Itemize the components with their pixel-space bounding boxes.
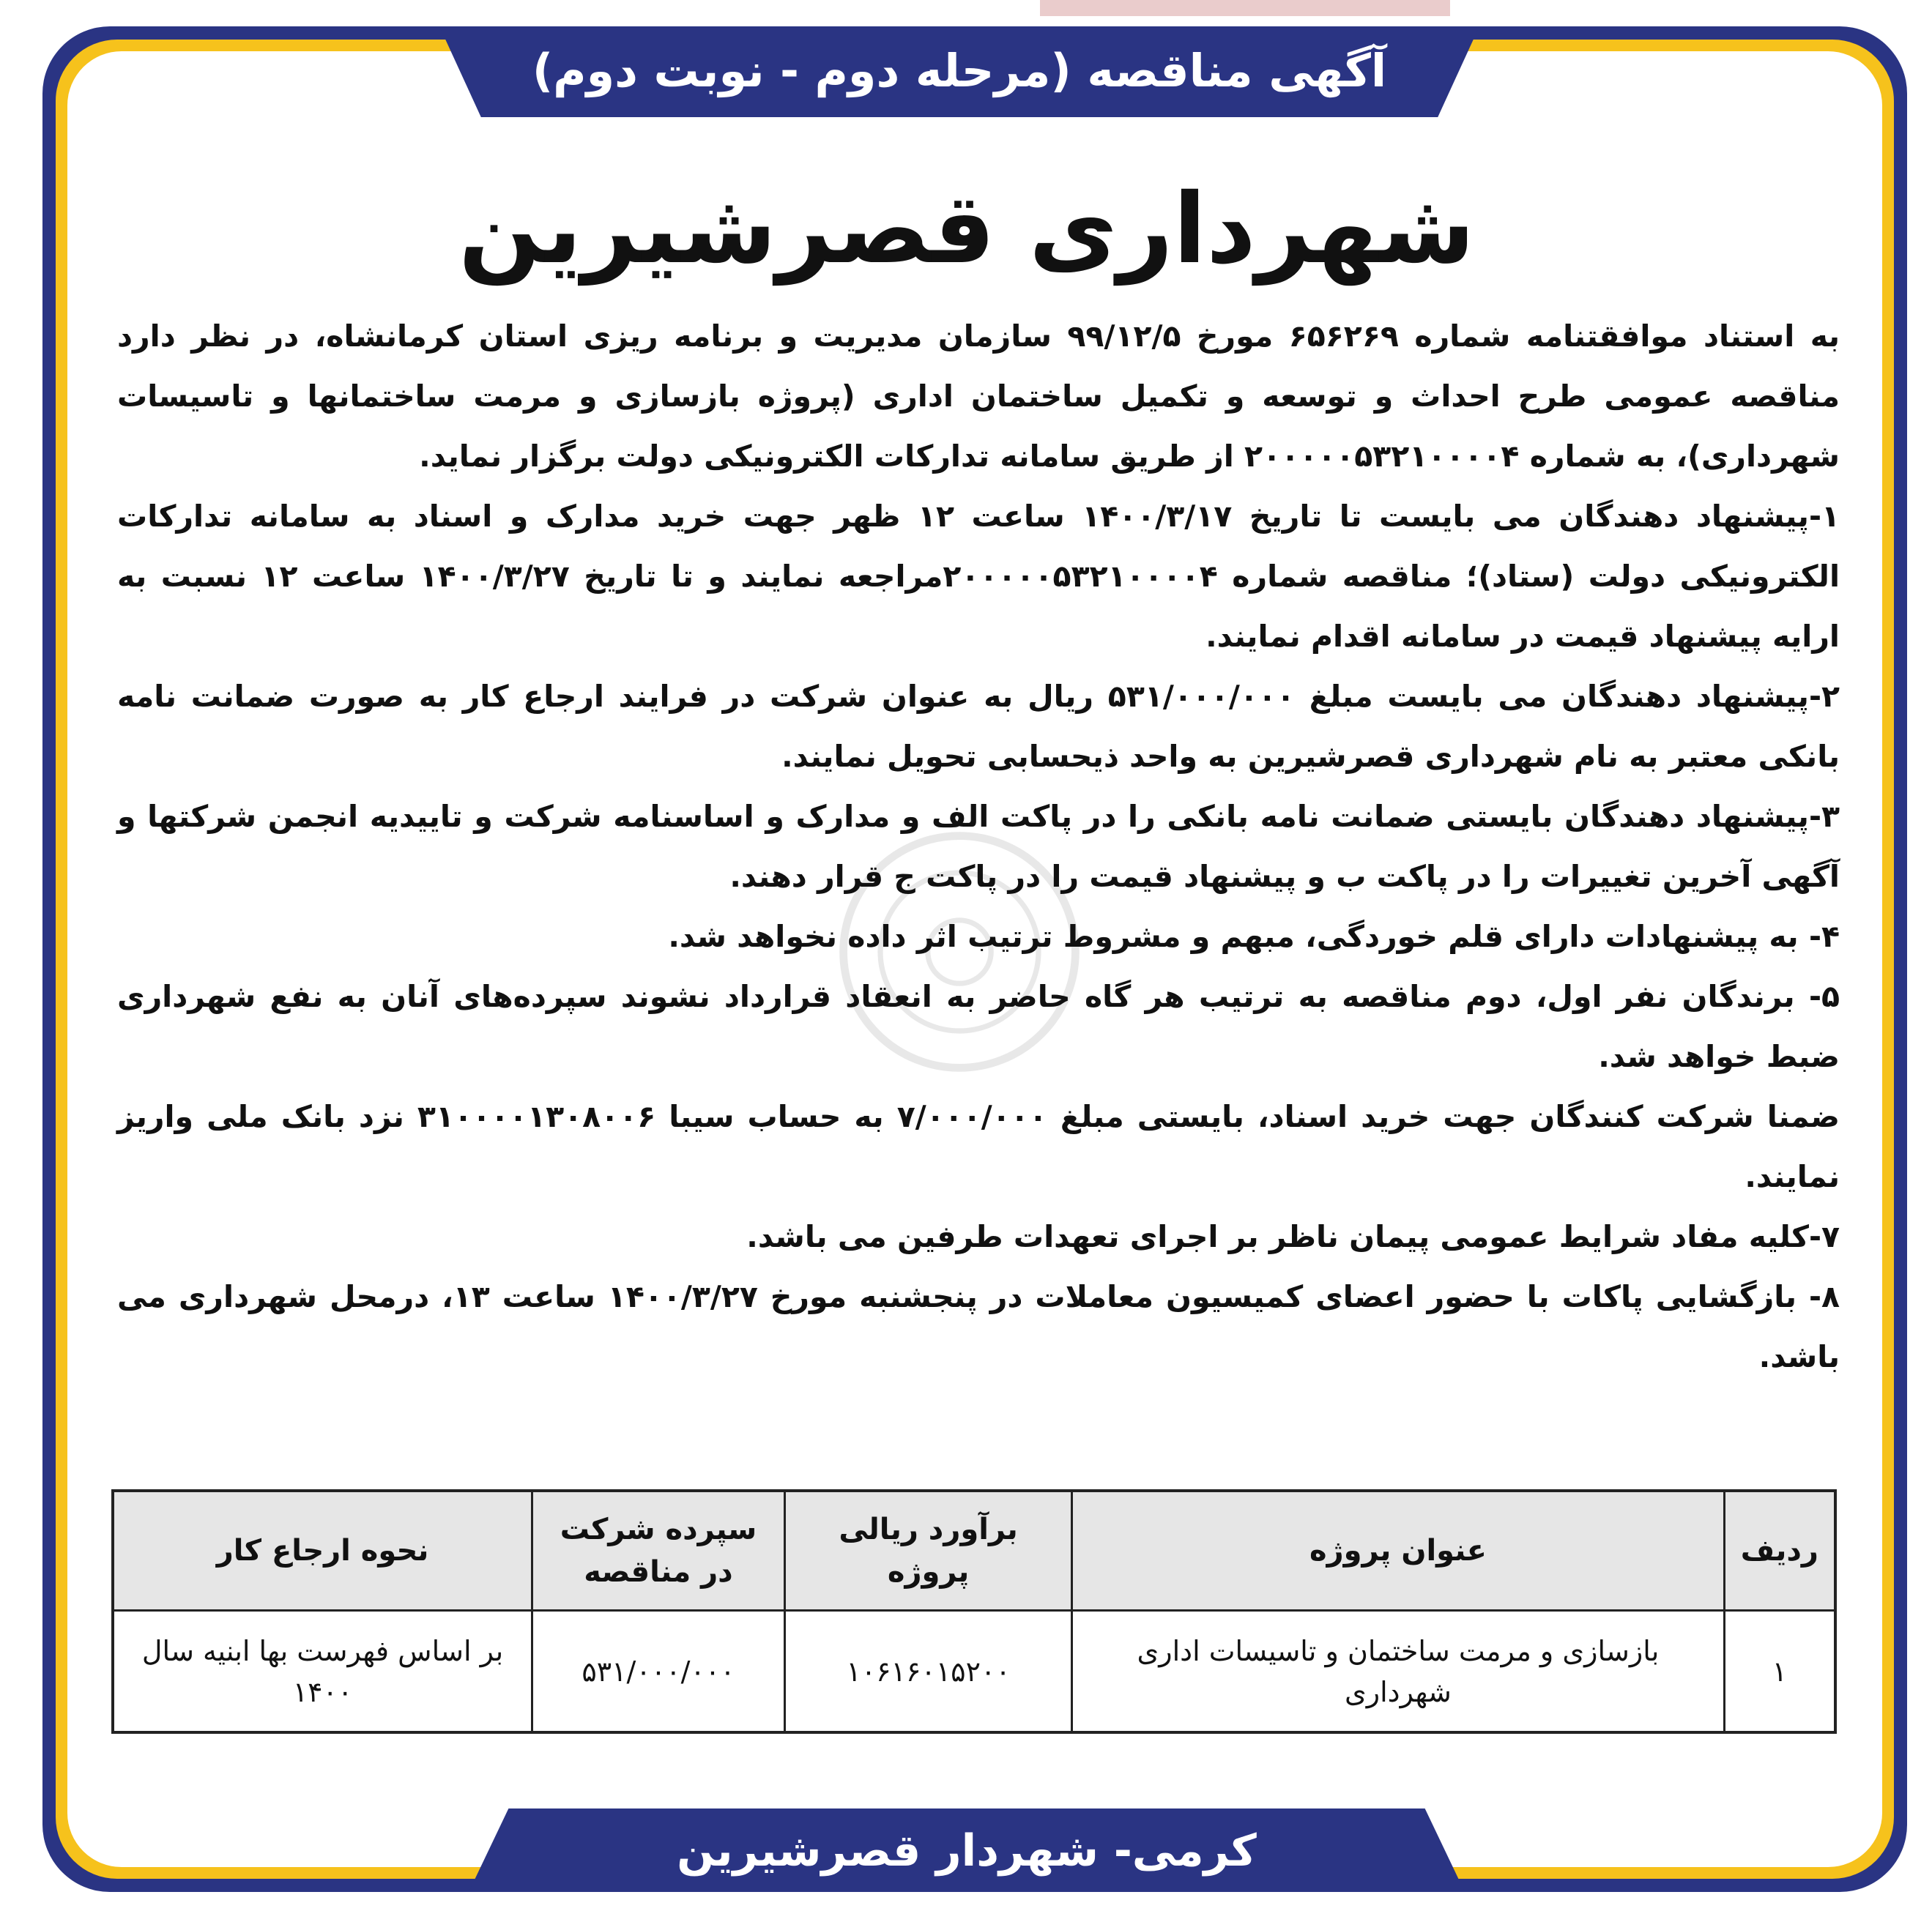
clause-8: ۸- بازگشایی پاکات با حضور اعضای کمیسیون معاملات در پنجشنبه مورخ ۱۴۰۰/۳/۲۷ ساعت ۱۳، درمحل شهرداری می باشد. — [117, 1279, 1840, 1374]
cell-assignment-method: بر اساس فهرست بها ابنیه سال ۱۴۰۰ — [113, 1611, 532, 1733]
clause-3: ۳-پیشنهاد دهندگان بایستی ضمانت نامه بانکی را در پاکت الف و مدارک و اساسنامه شرکت و تاییدیه انجمن شرکتها و آگهی آخرین تغییرات را در پاکت ب و پیشنهاد قیمت را در پاکت ج قرار دهند. — [117, 799, 1840, 894]
cell-project-title: بازسازی و مرمت ساختمان و تاسیسات اداری شهرداری — [1072, 1611, 1724, 1733]
decorative-strip — [1040, 0, 1450, 16]
project-table — [111, 1489, 1837, 1734]
footer-signature: کرمی- شهردار قصرشیرین — [677, 1825, 1257, 1877]
clause-7: ۷-کلیه مفاد شرایط عمومی پیمان ناظر بر اجرای تعهدات طرفین می باشد. — [746, 1219, 1840, 1254]
header-tab-text: آگهی مناقصه (مرحله دوم - نوبت دوم) — [532, 44, 1387, 97]
clause-2: ۲-پیشنهاد دهندگان می بایست مبلغ ۵۳۱/۰۰۰/۰۰۰ ریال به عنوان شرکت در فرایند ارجاع کار به صورت ضمانت نامه بانکی معتبر به نام شهرداری قصرشیرین به واحد ذیحسابی تحویل نمایند. — [117, 679, 1840, 774]
page-title: شهرداری قصرشیرین — [458, 173, 1475, 286]
cell-deposit: ۵۳۱/۰۰۰/۰۰۰ — [532, 1611, 785, 1733]
header-project-title: عنوان پروژه — [1072, 1491, 1724, 1611]
cell-row-number: ۱ — [1724, 1611, 1835, 1733]
table-header-row — [113, 1491, 1835, 1611]
clause-6-payment: ضمنا شرکت کنندگان جهت خرید اسناد، بایستی مبلغ ۷/۰۰۰/۰۰۰ به حساب سیبا ۳۱۰۰۰۰۱۳۰۸۰۰۶ نزد بانک ملی واریز نمایند. — [117, 1099, 1840, 1194]
table-row — [113, 1611, 1835, 1733]
clause-5: ۵- برندگان نفر اول، دوم مناقصه به ترتیب هر گاه حاضر به انعقاد قرارداد نشوند سپرده‌های آنان به نفع شهرداری ضبط خواهد شد. — [117, 979, 1840, 1074]
clause-1: ۱-پیشنهاد دهندگان می بایست تا تاریخ ۱۴۰۰/۳/۱۷ ساعت ۱۲ ظهر جهت خرید مدارک و اسناد به سامانه تدارکات الکترونیکی دولت (ستاد)؛ مناقصه شماره ۲۰۰۰۰۰۵۳۲۱۰۰۰۰۴مراجعه نمایند و تا تاریخ ۱۴۰۰/۳/۲۷ ساعت ۱۲ نسبت به ارایه پیشنهاد قیمت در سامانه اقدام نمایند. — [117, 499, 1840, 654]
header-estimate: برآورد ریالی پروژه — [784, 1491, 1071, 1611]
notice-body — [117, 306, 1840, 1387]
cell-estimate: ۱۰۶۱۶۰۱۵۲۰۰ — [784, 1611, 1071, 1733]
header-deposit: سپرده شرکت در مناقصه — [532, 1491, 785, 1611]
header-assignment-method: نحوه ارجاع کار — [113, 1491, 532, 1611]
header-row-number: ردیف — [1724, 1491, 1835, 1611]
intro-paragraph: به استناد موافقتنامه شماره ۶۵۶۲۶۹ مورخ ۹۹/۱۲/۵ سازمان مدیریت و برنامه ریزی استان کرمانشاه، در نظر دارد مناقصه عمومی طرح احداث و توسعه و تکمیل ساختمان اداری (پروژه بازسازی و مرمت ساختمانها و تاسیسات شهرداری)، به شماره ۲۰۰۰۰۰۵۳۲۱۰۰۰۰۴ از طریق سامانه تدارکات الکترونیکی دولت برگزار نماید. — [117, 318, 1840, 474]
clause-4: ۴- به پیشنهادات دارای قلم خوردگی، مبهم و مشروط ترتیب اثر داده نخواهد شد. — [668, 919, 1840, 954]
